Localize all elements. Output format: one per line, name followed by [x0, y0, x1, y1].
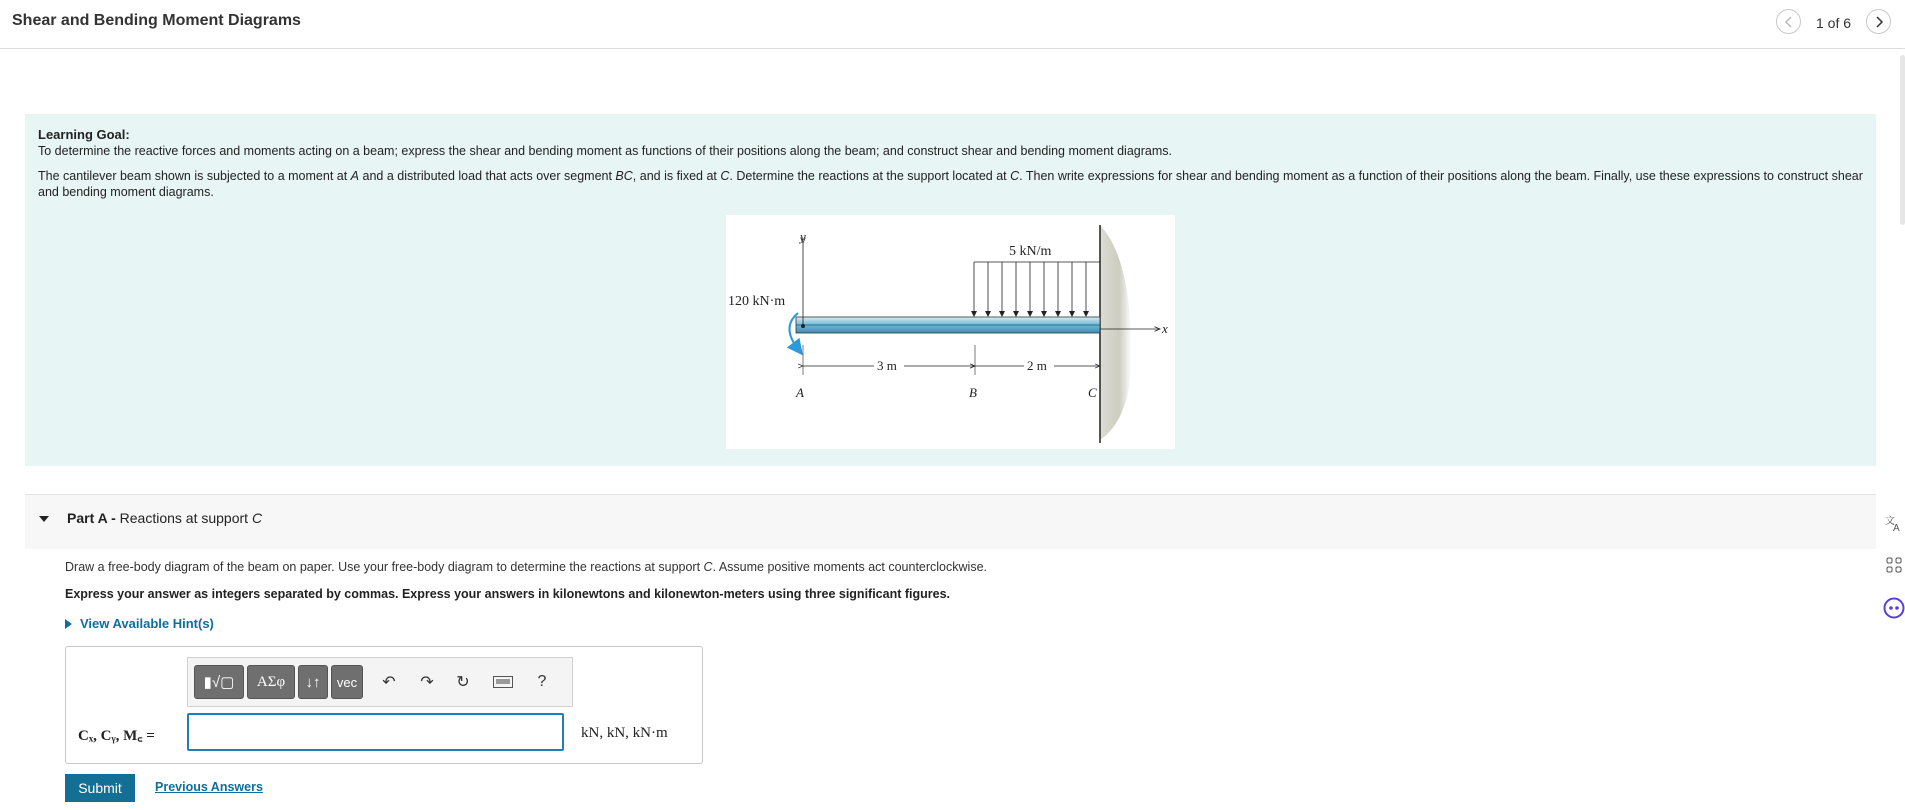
previous-answers-link[interactable]: Previous Answers — [155, 780, 263, 794]
point-c-label: C — [1088, 385, 1097, 400]
vector-button[interactable]: vec — [331, 665, 363, 699]
reset-icon[interactable]: ↻ — [456, 674, 470, 691]
keyboard-glyph — [493, 676, 513, 688]
answer-variables-label: Cₓ, Cᵧ, M꜀ = — [78, 728, 155, 744]
point-a-label: A — [796, 385, 804, 400]
apps-grid-icon[interactable] — [1883, 554, 1905, 576]
dimension-ab-label: 3 m — [877, 358, 897, 373]
undo-icon[interactable]: ↶ — [382, 674, 396, 691]
beam-figure — [726, 215, 1175, 449]
scrollbar[interactable] — [1900, 55, 1905, 225]
cantilever-beam-diagram — [726, 215, 1175, 449]
chevron-right-icon — [1873, 16, 1885, 28]
moment-label: 120 kN·m — [728, 294, 786, 309]
page-title: Shear and Bending Moment Diagrams — [12, 12, 301, 29]
keyboard-icon[interactable] — [492, 671, 514, 693]
svg-text:A: A — [1893, 523, 1900, 532]
templates-button[interactable]: ▮√▢ — [194, 665, 244, 699]
part-a-title: Part A - Reactions at support C — [67, 510, 263, 526]
caret-right-icon — [65, 619, 72, 629]
svg-text:文: 文 — [1885, 516, 1895, 527]
part-a-header[interactable] — [25, 494, 1876, 549]
part-a-instructions: Draw a free-body diagram of the beam on paper. Use your free-body diagram to determine the reactions at support C. Assume positive moments act counterclockwise. — [65, 560, 987, 574]
chevron-left-icon — [1783, 16, 1795, 28]
point-b-label: B — [969, 385, 977, 400]
answer-input[interactable] — [187, 713, 564, 751]
load-label: 5 kN/m — [1009, 244, 1052, 259]
assistant-icon[interactable] — [1883, 597, 1905, 619]
help-icon[interactable]: ? — [537, 673, 547, 690]
next-page-button[interactable] — [1866, 9, 1891, 34]
math-toolbar — [187, 657, 573, 707]
caret-down-icon — [39, 515, 49, 523]
distributed-load-arrows — [974, 262, 1086, 315]
submit-button[interactable]: Submit — [65, 774, 135, 802]
greek-symbols-button[interactable]: ΑΣφ — [247, 665, 295, 699]
answer-box — [65, 646, 703, 764]
answer-format-instructions: Express your answer as integers separated by commas. Express your answers in kilonewtons and kilonewton-meters using three significant figures. — [65, 587, 951, 601]
learning-goal-title: Learning Goal: — [38, 127, 130, 142]
problem-description: The cantilever beam shown is subjected to a moment at A and a distributed load that acts over segment BC, and is fixed at C. Determine the reactions at the support located at C. Then write expressions for shear and bending moment as a function of their positions along the beam. Finally, use these expressions to construct shear and bending moment diagrams. — [38, 169, 1863, 199]
x-axis-label: x — [1162, 321, 1168, 336]
dimension-bc-label: 2 m — [1027, 358, 1047, 373]
header-bar — [0, 0, 1905, 49]
redo-icon[interactable]: ↷ — [420, 674, 434, 691]
page-counter: 1 of 6 — [1816, 15, 1852, 31]
arrows-button[interactable]: ↓↑ — [298, 665, 328, 699]
view-hints-link[interactable] — [65, 616, 214, 631]
previous-page-button[interactable] — [1776, 9, 1801, 34]
wall — [1100, 225, 1132, 440]
answer-units: kN, kN, kN·m — [581, 725, 668, 741]
translate-icon[interactable] — [1883, 512, 1905, 534]
view-hints-label: View Available Hint(s) — [80, 616, 214, 631]
learning-goal-panel — [25, 114, 1876, 466]
y-axis-label: y — [800, 229, 806, 244]
learning-goal-text: To determine the reactive forces and moments acting on a beam; express the shear and bending moment as functions of their positions along the beam; and construct shear and bending moment diagrams. — [38, 144, 1172, 158]
